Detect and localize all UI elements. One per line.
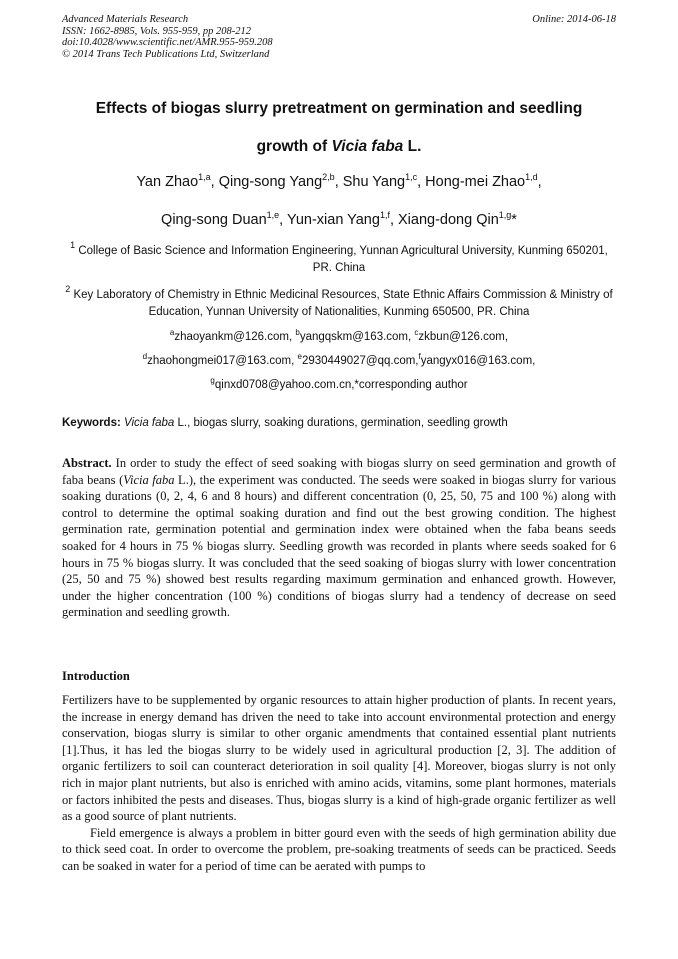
journal-name: Advanced Materials Research xyxy=(62,14,189,25)
author-sup: 2,b xyxy=(322,172,335,182)
title-species: Vicia faba xyxy=(331,138,404,155)
email: yangqskm@163.com, xyxy=(299,331,415,343)
email-sup: c xyxy=(414,328,419,337)
title-line-1: Effects of biogas slurry pretreatment on germination and seedling xyxy=(95,100,583,117)
author-name: Yan Zhao xyxy=(136,174,199,190)
email: yangyx016@163.com, xyxy=(420,355,536,367)
introduction-heading: Introduction xyxy=(62,669,130,683)
corresponding-mark: * xyxy=(511,212,517,228)
email-sup: f xyxy=(418,352,421,361)
abstract-species: Vicia faba xyxy=(123,472,175,487)
author-sup: 1,e xyxy=(266,210,280,220)
author-name: Qing-song Duan xyxy=(161,212,267,228)
email-line-1 xyxy=(62,325,616,349)
email-sup: d xyxy=(142,352,148,361)
online-date: Online: 2014-06-18 xyxy=(532,14,616,25)
email-sup: e xyxy=(297,352,302,361)
author-name: , Hong-mei Zhao xyxy=(417,174,526,190)
email: zhaoyankm@126.com, xyxy=(174,331,296,343)
abstract-text: L.), the experiment was conducted. The seeds were soaked in biogas slurry for various soaking durations (0, 2, 4, 6 and 8 hours) and different concentration (0, 25, 50, 75 and 100 %) along with control to determine the optimal soaking duration and find out the best growing condition. The highest germination rate, germination potential and germination index were obtained when the faba beans seeds soaked for 4 hours in 75 % biogas slurry. Seedling growth was recorded in plants where seeds soaked for 6 hours in 75 % biogas slurry. It was concluded that the seed soaking of biogas slurry with lower concentration (25, 50 and 75 %) showed best results regarding maximum germination and enhanced growth. However, under the higher concentration (100 %) conditions of biogas slurry had a tendency of decrease on seed germination and seedling growth. xyxy=(62,472,616,620)
author-name: , Yun-xian Yang xyxy=(279,212,380,228)
title-line-2 xyxy=(40,128,638,166)
affiliation-text: College of Basic Science and Information Engineering, Yunnan Agricultural University, Kunming 650201, PR. China xyxy=(75,245,608,274)
author-sup: 1,d xyxy=(525,172,538,182)
title-text: growth of xyxy=(256,138,332,155)
author-line-1 xyxy=(40,163,638,201)
email: qinxd0708@yahoo.com.cn,*corresponding author xyxy=(214,379,468,391)
affiliation-sup: 2 xyxy=(65,284,71,294)
author-sup: 1,c xyxy=(405,172,418,182)
email-line-3 xyxy=(62,373,616,397)
doi-line: doi:10.4028/www.scientific.net/AMR.955-959.208 xyxy=(62,37,273,48)
author-sup: 1,a xyxy=(198,172,211,182)
keywords-text: L., biogas slurry, soaking durations, germination, seedling growth xyxy=(174,417,508,429)
journal-header xyxy=(62,14,616,60)
author-list xyxy=(40,163,638,239)
paragraph: Fertilizers have to be supplemented by organic resources to attain higher production of plants. In recent years, the increase in energy demand has driven the need to take into account environmental protection and energy conservation, biogas slurry is similar to other organic amendments that contained essential plant nutrients [1].Thus, it has led the biogas slurry to be widely used in agricultural production [2, 3]. The addition of organic fertilizers to soil can counteract deterioration in soil quality [4]. Moreover, biogas slurry is not only rich in major plant nutrients, but also is enriched with amino acids, vitamins, some plant hormones, materials or factors inhibited the pests and diseases. Thus, biogas slurry is a kind of high-grade organic fertilizer as well as a good source of plant nutrients. xyxy=(62,693,616,824)
email: zkbun@126.com, xyxy=(418,331,509,343)
abstract-text: In order to study the effect of seed soaking with biogas slurry on seed germination and growth of faba beans ( xyxy=(62,456,616,487)
affiliation-2 xyxy=(62,284,616,321)
abstract-label: Abstract. xyxy=(62,456,112,470)
issn-line: ISSN: 1662-8985, Vols. 955-959, pp 208-212 xyxy=(62,25,251,37)
email-list xyxy=(62,325,616,397)
abstract xyxy=(62,455,616,621)
keywords xyxy=(62,415,616,431)
author-sep: , xyxy=(537,174,542,190)
introduction-body xyxy=(62,692,616,875)
keywords-species: Vicia faba xyxy=(124,417,175,429)
paragraph: Field emergence is always a problem in bitter gourd even with the seeds of high germination ability due to thick seed coat. In order to overcome the problem, pre-soaking treatments of seeds can be practiced. Seeds can be soaked in water for a period of time can be aerated with pumps to xyxy=(62,825,616,873)
email-sup: g xyxy=(210,376,215,385)
title-text-end: L. xyxy=(403,138,422,155)
keywords-label: Keywords: xyxy=(62,417,121,429)
affiliation-1 xyxy=(62,240,616,277)
email-sup: b xyxy=(295,328,300,337)
author-sup: 1,f xyxy=(379,210,390,220)
email: zhaohongmei017@163.com, xyxy=(147,355,298,367)
email-line-2 xyxy=(62,349,616,373)
author-name: , Qing-song Yang xyxy=(210,174,323,190)
copyright-line: © 2014 Trans Tech Publications Ltd, Switzerland xyxy=(62,48,270,60)
affiliation-sup: 1 xyxy=(70,240,76,250)
author-name: , Shu Yang xyxy=(334,174,406,190)
author-name: , Xiang-dong Qin xyxy=(389,212,499,228)
author-sup: 1,g xyxy=(498,210,512,220)
author-line-2 xyxy=(40,201,638,239)
email-sup: a xyxy=(169,328,175,337)
email: 2930449027@qq.com, xyxy=(301,355,419,367)
paper-title xyxy=(40,90,638,166)
affiliation-text: Key Laboratory of Chemistry in Ethnic Medicinal Resources, State Ethnic Affairs Commission & Ministry of Education, Yunnan University of Nationalities, Kunming 650500, PR. China xyxy=(70,289,613,318)
